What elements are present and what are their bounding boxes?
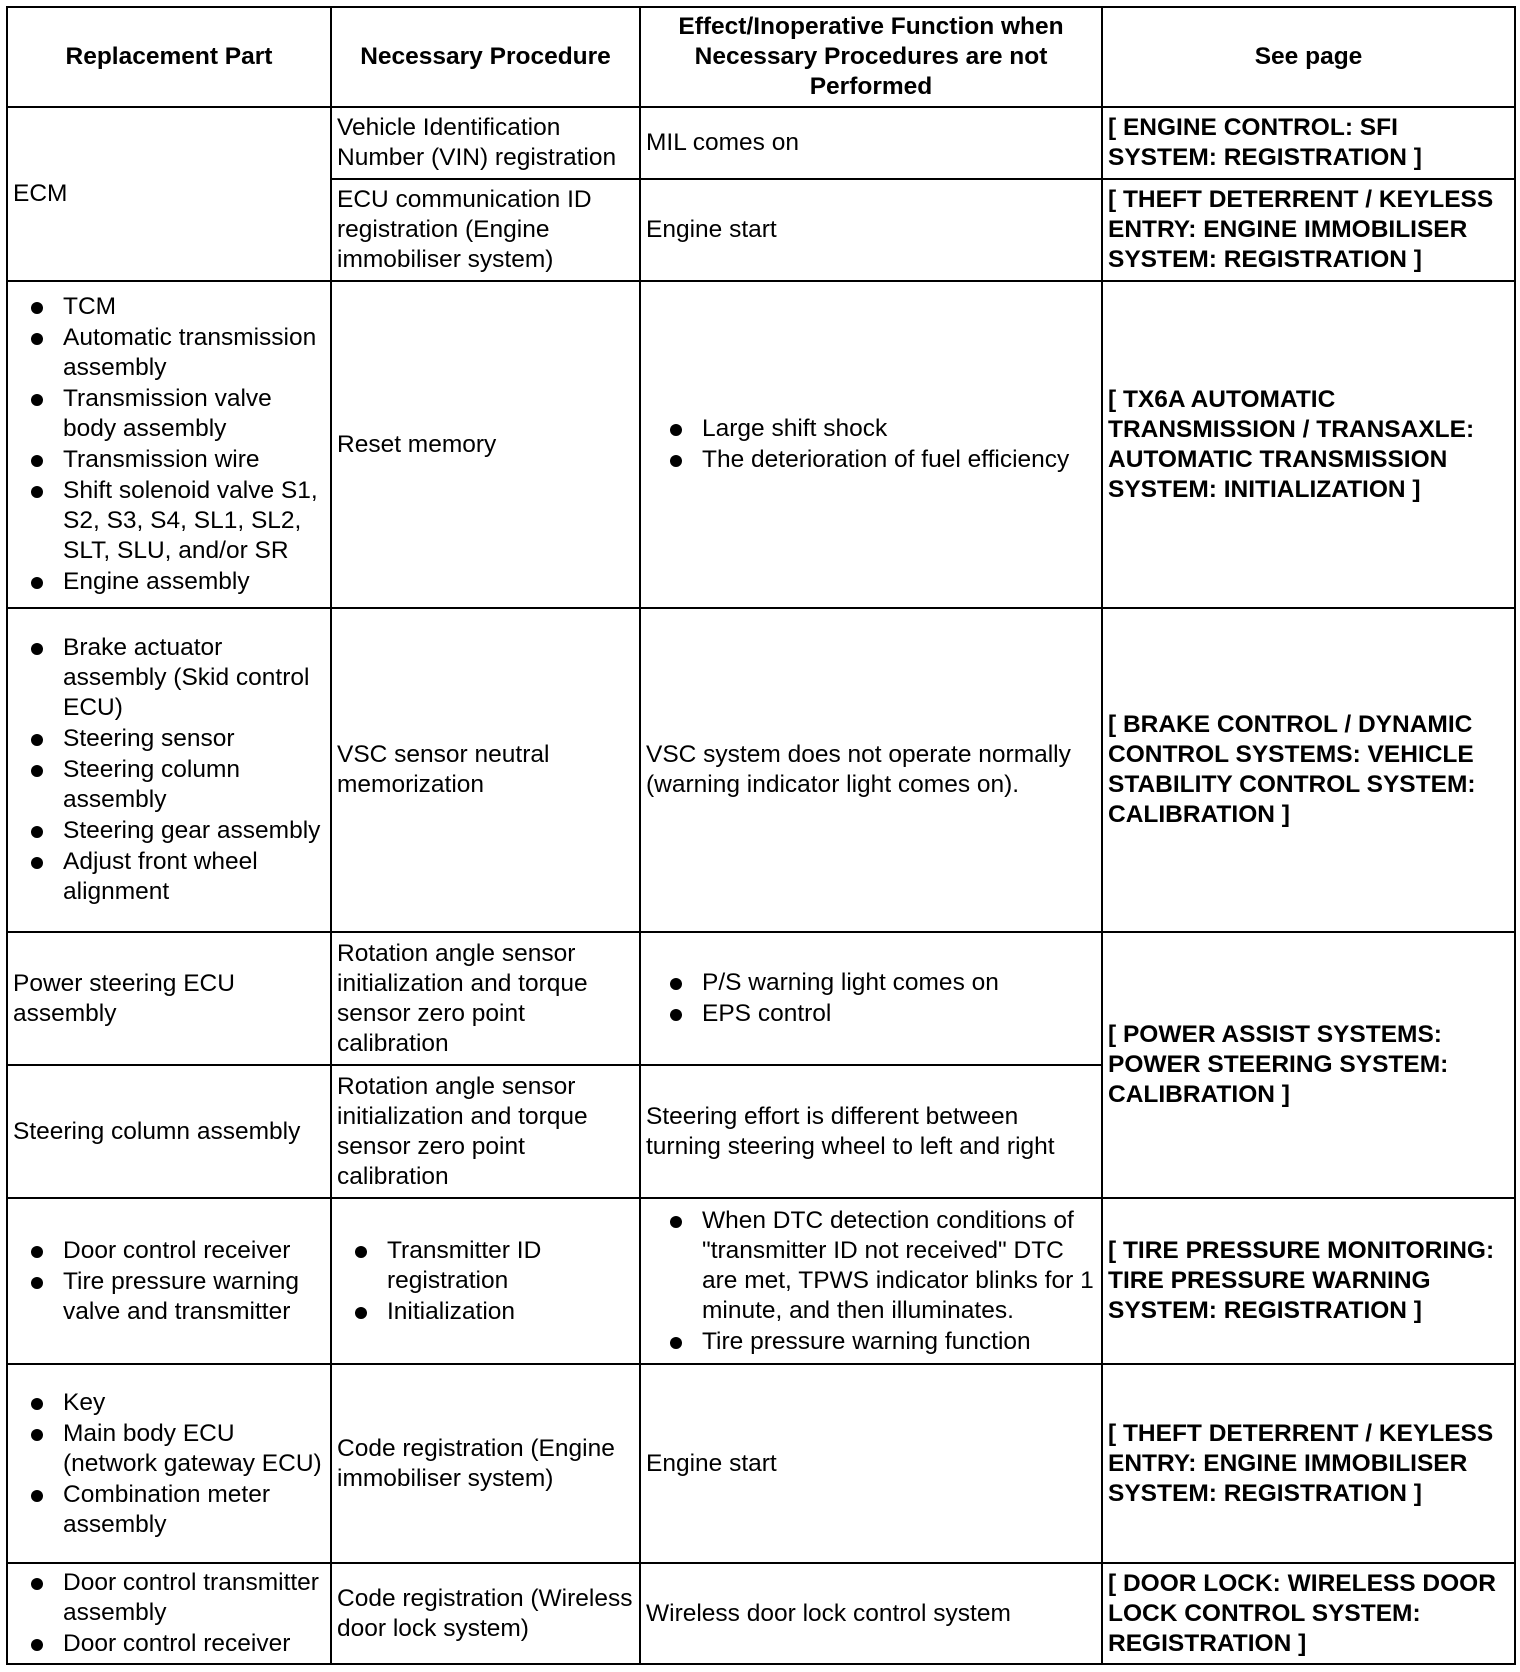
effects-transmission [640, 281, 1102, 608]
procedure-vsc-memorization: VSC sensor neutral memorization [331, 608, 640, 932]
list-item: Steering column assembly [27, 755, 325, 815]
header-effect: Effect/Inoperative Function when Necessary Procedures are not Performed [640, 7, 1102, 107]
header-see-page: See page [1102, 7, 1515, 107]
list-item: Adjust front wheel alignment [27, 847, 325, 907]
see-page-link[interactable]: [ THEFT DETERRENT / KEYLESS ENTRY: ENGINE IMMOBILISER SYSTEM: REGISTRATION ] [1102, 179, 1515, 281]
procedure-rotation-angle-calibration: Rotation angle sensor initialization and torque sensor zero point calibration [331, 1065, 640, 1198]
see-page-link[interactable]: [ BRAKE CONTROL / DYNAMIC CONTROL SYSTEMS: VEHICLE STABILITY CONTROL SYSTEM: CALIBRATION ] [1102, 608, 1515, 932]
procedures-tire-pressure [331, 1198, 640, 1364]
see-page-link[interactable]: [ POWER ASSIST SYSTEMS: POWER STEERING SYSTEM: CALIBRATION ] [1102, 932, 1515, 1198]
procedure-reset-memory: Reset memory [331, 281, 640, 608]
part-steering-column: Steering column assembly [7, 1065, 331, 1198]
list-item: Automatic transmission assembly [27, 323, 325, 383]
list-item: Engine assembly [27, 567, 325, 597]
see-page-link[interactable]: [ THEFT DETERRENT / KEYLESS ENTRY: ENGINE IMMOBILISER SYSTEM: REGISTRATION ] [1102, 1364, 1515, 1563]
parts-tire-pressure [7, 1198, 331, 1364]
table-row-tire-pressure [7, 1198, 1515, 1364]
table-row-transmission [7, 281, 1515, 608]
see-page-link[interactable]: [ ENGINE CONTROL: SFI SYSTEM: REGISTRATION ] [1102, 107, 1515, 179]
parts-vsc [7, 608, 331, 932]
list-item: Large shift shock [666, 414, 1096, 444]
list-item: Door control receiver [27, 1236, 325, 1266]
table-row-vsc [7, 608, 1515, 932]
effect-mil-comes-on: MIL comes on [640, 107, 1102, 179]
list-item: P/S warning light comes on [666, 968, 1096, 998]
table-row-door-lock [7, 1563, 1515, 1664]
list-item: Tire pressure warning function [666, 1327, 1096, 1357]
effect-vsc: VSC system does not operate normally (warning indicator light comes on). [640, 608, 1102, 932]
see-page-link[interactable]: [ TIRE PRESSURE MONITORING: TIRE PRESSURE WARNING SYSTEM: REGISTRATION ] [1102, 1198, 1515, 1364]
table-row-power-steering-ecu [7, 932, 1515, 1065]
list-item: Combination meter assembly [27, 1480, 325, 1540]
procedure-code-registration-door: Code registration (Wireless door lock system) [331, 1563, 640, 1664]
procedure-table [6, 6, 1516, 1665]
list-item: Door control transmitter assembly [27, 1568, 325, 1628]
list-item: Tire pressure warning valve and transmitter [27, 1267, 325, 1327]
procedure-vin-registration: Vehicle Identification Number (VIN) registration [331, 107, 640, 179]
effects-tire-pressure [640, 1198, 1102, 1364]
list-item: Initialization [351, 1297, 634, 1327]
effects-power-steering [640, 932, 1102, 1065]
parts-door-lock [7, 1563, 331, 1664]
effect-steering-effort: Steering effort is different between turning steering wheel to left and right [640, 1065, 1102, 1198]
list-item: Main body ECU (network gateway ECU) [27, 1419, 325, 1479]
list-item: When DTC detection conditions of "transmitter ID not received" DTC are met, TPWS indicator blinks for 1 minute, and then illuminates. [666, 1206, 1096, 1326]
list-item: Key [27, 1388, 325, 1418]
part-ecm: ECM [7, 107, 331, 281]
list-item: The deterioration of fuel efficiency [666, 445, 1096, 475]
see-page-link[interactable]: [ DOOR LOCK: WIRELESS DOOR LOCK CONTROL SYSTEM: REGISTRATION ] [1102, 1563, 1515, 1664]
header-necessary-procedure: Necessary Procedure [331, 7, 640, 107]
effect-wireless-door-lock: Wireless door lock control system [640, 1563, 1102, 1664]
procedure-rotation-angle-calibration: Rotation angle sensor initialization and torque sensor zero point calibration [331, 932, 640, 1065]
table-row-key [7, 1364, 1515, 1563]
header-replacement-part: Replacement Part [7, 7, 331, 107]
table-row-ecm-vin [7, 107, 1515, 179]
see-page-link[interactable]: [ TX6A AUTOMATIC TRANSMISSION / TRANSAXLE: AUTOMATIC TRANSMISSION SYSTEM: INITIALIZATION ] [1102, 281, 1515, 608]
list-item: Transmitter ID registration [351, 1236, 634, 1296]
list-item: EPS control [666, 999, 1096, 1029]
effect-engine-start: Engine start [640, 1364, 1102, 1563]
parts-transmission [7, 281, 331, 608]
list-item: TCM [27, 292, 325, 322]
list-item: Shift solenoid valve S1, S2, S3, S4, SL1, SL2, SLT, SLU, and/or SR [27, 476, 325, 566]
list-item: Steering gear assembly [27, 816, 325, 846]
list-item: Steering sensor [27, 724, 325, 754]
part-power-steering-ecu: Power steering ECU assembly [7, 932, 331, 1065]
list-item: Transmission valve body assembly [27, 384, 325, 444]
list-item: Brake actuator assembly (Skid control ECU) [27, 633, 325, 723]
effect-engine-start: Engine start [640, 179, 1102, 281]
procedure-ecu-id-registration: ECU communication ID registration (Engine immobiliser system) [331, 179, 640, 281]
list-item: Door control receiver [27, 1629, 325, 1659]
header-row [7, 7, 1515, 107]
procedure-code-registration: Code registration (Engine immobiliser system) [331, 1364, 640, 1563]
parts-key [7, 1364, 331, 1563]
list-item: Transmission wire [27, 445, 325, 475]
